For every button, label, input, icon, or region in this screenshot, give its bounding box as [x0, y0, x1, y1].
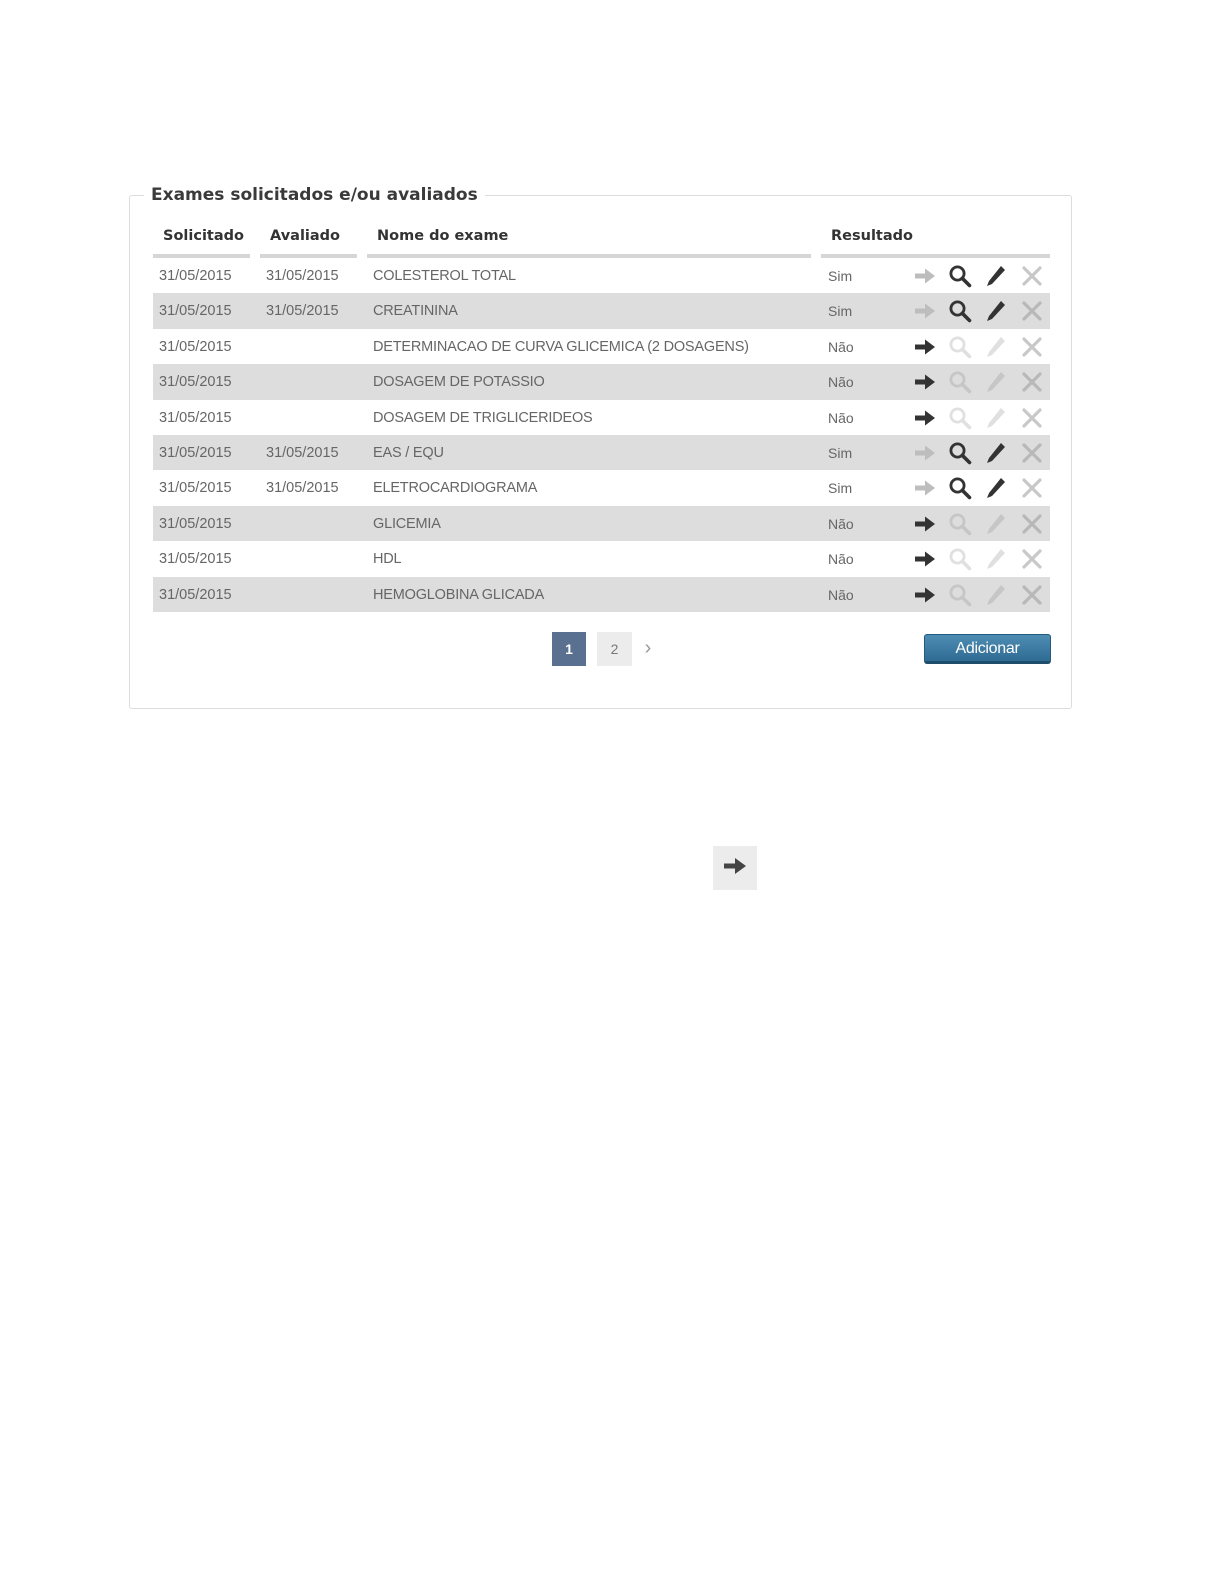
close-icon[interactable] — [1019, 405, 1045, 431]
cell-solicitado: 31/05/2015 — [159, 480, 232, 497]
table-header — [153, 224, 1050, 258]
exams-panel — [129, 185, 1072, 709]
cell-solicitado: 31/05/2015 — [159, 338, 232, 355]
cell-nome-exame: CREATININA — [373, 303, 458, 320]
cell-solicitado: 31/05/2015 — [159, 409, 232, 426]
cell-avaliado: 31/05/2015 — [266, 303, 339, 320]
pencil-icon — [983, 405, 1009, 431]
table-row — [153, 400, 1050, 435]
cell-nome-exame: DETERMINACAO DE CURVA GLICEMICA (2 DOSAGENS) — [373, 338, 749, 355]
cell-resultado: Sim — [828, 444, 853, 461]
pencil-icon — [983, 582, 1009, 608]
header-avaliado[interactable]: Avaliado — [260, 224, 357, 258]
close-icon[interactable] — [1019, 475, 1045, 501]
pencil-icon — [983, 546, 1009, 572]
search-icon[interactable] — [947, 263, 973, 289]
table-row — [153, 293, 1050, 328]
arrow-right-icon[interactable] — [912, 405, 938, 431]
close-icon[interactable] — [1019, 334, 1045, 360]
arrow-right-icon[interactable] — [912, 298, 938, 324]
arrow-right-icon[interactable] — [912, 334, 938, 360]
search-icon[interactable] — [947, 298, 973, 324]
close-icon[interactable] — [1019, 511, 1045, 537]
pencil-icon[interactable] — [983, 263, 1009, 289]
add-button[interactable]: Adicionar — [924, 634, 1051, 664]
search-icon — [947, 369, 973, 395]
page-1-button[interactable]: 1 — [552, 632, 586, 666]
table-row — [153, 258, 1050, 293]
pencil-icon — [983, 369, 1009, 395]
arrow-right-icon — [722, 855, 748, 882]
cell-resultado: Sim — [828, 268, 853, 284]
cell-resultado: Não — [828, 409, 854, 426]
cell-resultado: Não — [828, 586, 854, 603]
search-icon — [947, 511, 973, 537]
arrow-right-icon[interactable] — [912, 369, 938, 395]
header-nome-exame[interactable]: Nome do exame — [367, 224, 811, 258]
cell-nome-exame: DOSAGEM DE TRIGLICERIDEOS — [373, 409, 593, 426]
table-row — [153, 435, 1050, 470]
cell-nome-exame: EAS / EQU — [373, 444, 444, 461]
search-icon — [947, 334, 973, 360]
panel-title: Exames solicitados e/ou avaliados — [144, 184, 485, 206]
table-row — [153, 506, 1050, 541]
pencil-icon — [983, 334, 1009, 360]
search-icon — [947, 405, 973, 431]
arrow-right-button[interactable] — [713, 846, 757, 890]
cell-nome-exame: HEMOGLOBINA GLICADA — [373, 586, 545, 603]
cell-nome-exame: HDL — [373, 551, 402, 568]
close-icon[interactable] — [1019, 263, 1045, 289]
table-row — [153, 577, 1050, 612]
cell-avaliado: 31/05/2015 — [266, 268, 339, 284]
cell-resultado: Não — [828, 374, 854, 391]
cell-nome-exame: GLICEMIA — [373, 515, 441, 532]
pencil-icon[interactable] — [983, 475, 1009, 501]
cell-nome-exame: DOSAGEM DE POTASSIO — [373, 374, 545, 391]
cell-nome-exame: COLESTEROL TOTAL — [373, 268, 516, 284]
arrow-right-icon[interactable] — [912, 511, 938, 537]
cell-solicitado: 31/05/2015 — [159, 444, 232, 461]
pencil-icon[interactable] — [983, 440, 1009, 466]
close-icon[interactable] — [1019, 582, 1045, 608]
arrow-right-icon[interactable] — [912, 263, 938, 289]
exams-table — [153, 224, 1050, 612]
cell-avaliado: 31/05/2015 — [266, 444, 339, 461]
arrow-right-icon[interactable] — [912, 582, 938, 608]
arrow-right-icon[interactable] — [912, 546, 938, 572]
cell-solicitado: 31/05/2015 — [159, 515, 232, 532]
arrow-right-icon[interactable] — [912, 475, 938, 501]
cell-nome-exame: ELETROCARDIOGRAMA — [373, 480, 538, 497]
cell-avaliado: 31/05/2015 — [266, 480, 339, 497]
close-icon[interactable] — [1019, 440, 1045, 466]
cell-resultado: Não — [828, 338, 854, 355]
cell-solicitado: 31/05/2015 — [159, 268, 232, 284]
table-row — [153, 329, 1050, 364]
cell-solicitado: 31/05/2015 — [159, 374, 232, 391]
header-resultado[interactable]: Resultado — [821, 224, 1050, 258]
close-icon[interactable] — [1019, 298, 1045, 324]
search-icon[interactable] — [947, 440, 973, 466]
cell-resultado: Sim — [828, 480, 853, 497]
cell-solicitado: 31/05/2015 — [159, 303, 232, 320]
search-icon — [947, 546, 973, 572]
header-solicitado[interactable]: Solicitado — [153, 224, 250, 258]
search-icon — [947, 582, 973, 608]
close-icon[interactable] — [1019, 369, 1045, 395]
table-row — [153, 364, 1050, 399]
arrow-right-icon[interactable] — [912, 440, 938, 466]
close-icon[interactable] — [1019, 546, 1045, 572]
table-row — [153, 470, 1050, 505]
cell-resultado: Não — [828, 515, 854, 532]
pencil-icon — [983, 511, 1009, 537]
cell-resultado: Sim — [828, 303, 853, 320]
table-row — [153, 541, 1050, 576]
cell-solicitado: 31/05/2015 — [159, 551, 232, 568]
pencil-icon[interactable] — [983, 298, 1009, 324]
next-page-icon[interactable]: › — [644, 637, 652, 659]
cell-resultado: Não — [828, 551, 854, 568]
table-body — [153, 258, 1050, 612]
cell-solicitado: 31/05/2015 — [159, 586, 232, 603]
search-icon[interactable] — [947, 475, 973, 501]
page-2-button[interactable]: 2 — [597, 632, 632, 666]
